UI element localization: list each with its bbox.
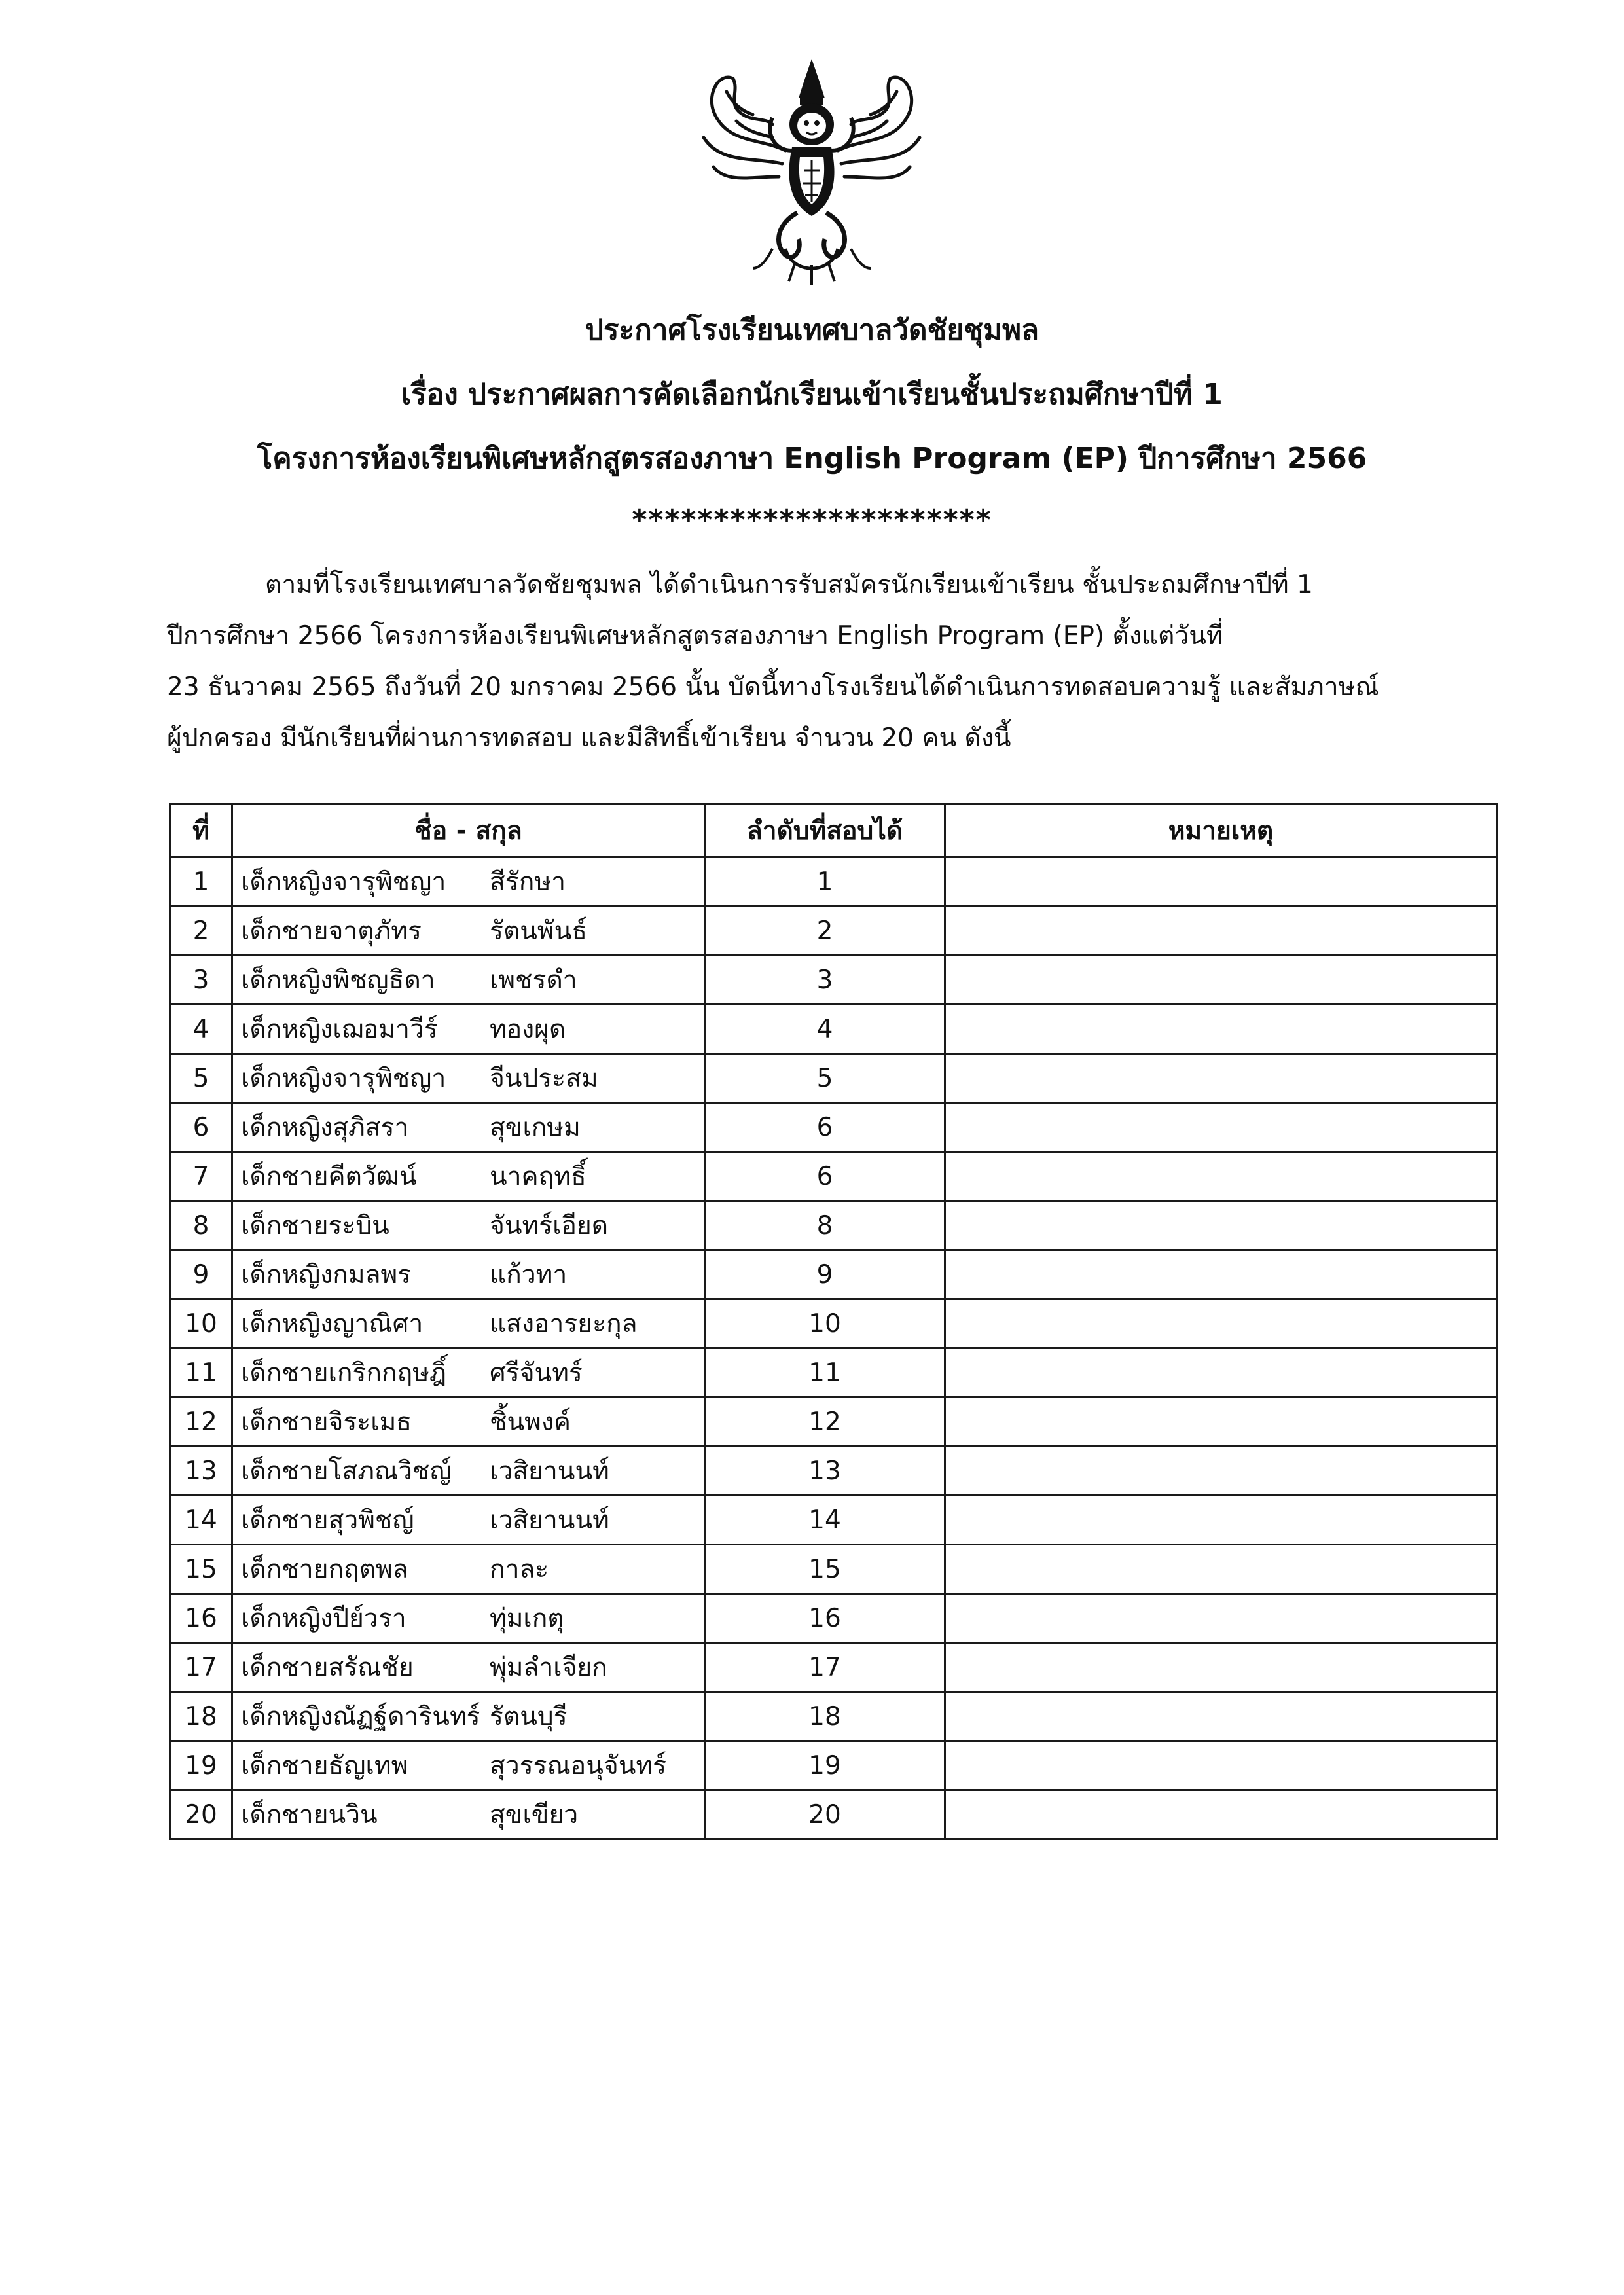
cell-note xyxy=(945,1299,1497,1348)
cell-no: 3 xyxy=(170,956,232,1005)
cell-first-name: เด็กชายสุวพิชญ์ xyxy=(241,1506,414,1535)
table-header-row xyxy=(170,804,1497,858)
body-line-1: ตามที่โรงเรียนเทศบาลวัดชัยชุมพล ได้ดำเนินการรับสมัครนักเรียนเข้าเรียน ชั้นประถมศึกษาปีที่ 1 xyxy=(265,570,1313,600)
cell-note xyxy=(945,1103,1497,1152)
cell-note xyxy=(945,1643,1497,1692)
table-row xyxy=(170,1054,1497,1103)
table-row xyxy=(170,1398,1497,1447)
cell-first-name: เด็กชายธัญเทพ xyxy=(241,1751,408,1780)
cell-name xyxy=(232,1790,705,1839)
table-row xyxy=(170,1447,1497,1496)
announcement-subject: เรื่อง ประกาศผลการคัดเลือกนักเรียนเข้าเรียนชั้นประถมศึกษาปีที่ 1 xyxy=(401,378,1223,411)
cell-note xyxy=(945,1152,1497,1201)
cell-note xyxy=(945,1594,1497,1643)
table-row xyxy=(170,1496,1497,1545)
cell-name xyxy=(232,1005,705,1054)
cell-name xyxy=(232,1643,705,1692)
cell-note xyxy=(945,1054,1497,1103)
cell-name xyxy=(232,1054,705,1103)
cell-no: 19 xyxy=(170,1741,232,1790)
cell-note xyxy=(945,956,1497,1005)
cell-first-name: เด็กหญิงพิชญธิดา xyxy=(241,966,435,995)
cell-no: 15 xyxy=(170,1545,232,1594)
cell-name xyxy=(232,1741,705,1790)
cell-last-name: รัตนบุรี xyxy=(490,1702,568,1731)
cell-last-name: ทองผุด xyxy=(490,1015,566,1044)
cell-rank: 15 xyxy=(705,1545,945,1594)
cell-last-name: ทุ่มเกตุ xyxy=(490,1604,564,1633)
announcement-title: ประกาศโรงเรียนเทศบาลวัดชัยชุมพล xyxy=(585,314,1039,347)
cell-last-name: เพชรดำ xyxy=(490,966,577,995)
cell-first-name: เด็กหญิงจารุพิชญา xyxy=(241,867,446,897)
cell-rank: 8 xyxy=(705,1201,945,1250)
table-row xyxy=(170,1299,1497,1348)
cell-no: 11 xyxy=(170,1348,232,1398)
cell-last-name: พุ่มลำเจียก xyxy=(490,1653,607,1682)
table-row xyxy=(170,907,1497,956)
cell-rank: 1 xyxy=(705,858,945,907)
cell-last-name: เวสิยานนท์ xyxy=(490,1456,609,1486)
cell-name xyxy=(232,1250,705,1299)
table-row xyxy=(170,1545,1497,1594)
cell-rank: 5 xyxy=(705,1054,945,1103)
cell-first-name: เด็กชายจาตุภัทร xyxy=(241,916,422,946)
cell-last-name: แสงอารยะกุล xyxy=(490,1309,638,1339)
table-row xyxy=(170,1005,1497,1054)
announcement-program: โครงการห้องเรียนพิเศษหลักสูตรสองภาษา English Program (EP) ปีการศึกษา 2566 xyxy=(257,442,1367,475)
cell-last-name: จีนประสม xyxy=(490,1064,598,1093)
cell-first-name: เด็กชายคีตวัฒน์ xyxy=(241,1162,417,1191)
cell-first-name: เด็กหญิงณัฏฐ์ดารินทร์ xyxy=(241,1702,480,1731)
table-row xyxy=(170,1152,1497,1201)
cell-name xyxy=(232,1299,705,1348)
cell-no: 16 xyxy=(170,1594,232,1643)
cell-no: 14 xyxy=(170,1496,232,1545)
table-row xyxy=(170,1201,1497,1250)
cell-note xyxy=(945,1741,1497,1790)
table-row xyxy=(170,1741,1497,1790)
cell-note xyxy=(945,1398,1497,1447)
cell-rank: 10 xyxy=(705,1299,945,1348)
table-row xyxy=(170,1348,1497,1398)
cell-last-name: เวสิยานนท์ xyxy=(490,1506,609,1535)
cell-name xyxy=(232,858,705,907)
cell-name xyxy=(232,1152,705,1201)
cell-no: 12 xyxy=(170,1398,232,1447)
separator-line: ********************** xyxy=(632,503,992,537)
cell-name xyxy=(232,1348,705,1398)
cell-no: 9 xyxy=(170,1250,232,1299)
cell-first-name: เด็กหญิงเฌอมาวีร์ xyxy=(241,1015,438,1044)
table-row xyxy=(170,858,1497,907)
body-line-3: 23 ธันวาคม 2565 ถึงวันที่ 20 มกราคม 2566 นั้น บัดนี้ทางโรงเรียนได้ดำเนินการทดสอบความรู้ และสัมภาษณ์ xyxy=(167,672,1379,702)
cell-first-name: เด็กชายจิระเมธ xyxy=(241,1407,412,1437)
cell-rank: 19 xyxy=(705,1741,945,1790)
cell-first-name: เด็กชายสรัณชัย xyxy=(241,1653,414,1682)
cell-rank: 17 xyxy=(705,1643,945,1692)
cell-name xyxy=(232,1201,705,1250)
cell-first-name: เด็กชายโสภณวิชญ์ xyxy=(241,1456,452,1486)
cell-name xyxy=(232,1496,705,1545)
cell-note xyxy=(945,907,1497,956)
cell-note xyxy=(945,1005,1497,1054)
cell-first-name: เด็กหญิงญาณิศา xyxy=(241,1309,424,1339)
cell-last-name: สีรักษา xyxy=(490,867,566,897)
cell-rank: 18 xyxy=(705,1692,945,1741)
cell-rank: 11 xyxy=(705,1348,945,1398)
cell-name xyxy=(232,1398,705,1447)
cell-last-name: ศรีจันทร์ xyxy=(490,1358,583,1388)
cell-last-name: ชิ้นพงค์ xyxy=(490,1407,571,1437)
cell-rank: 6 xyxy=(705,1152,945,1201)
cell-rank: 9 xyxy=(705,1250,945,1299)
cell-name xyxy=(232,1103,705,1152)
header-note: หมายเหตุ xyxy=(945,804,1497,858)
cell-name xyxy=(232,1447,705,1496)
cell-note xyxy=(945,1790,1497,1839)
cell-last-name: สุขเขียว xyxy=(490,1800,579,1830)
cell-rank: 16 xyxy=(705,1594,945,1643)
cell-rank: 14 xyxy=(705,1496,945,1545)
cell-first-name: เด็กหญิงสุภิสรา xyxy=(241,1113,409,1142)
table-row xyxy=(170,1103,1497,1152)
cell-first-name: เด็กหญิงกมลพร xyxy=(241,1260,412,1290)
cell-no: 8 xyxy=(170,1201,232,1250)
cell-note xyxy=(945,1692,1497,1741)
cell-no: 18 xyxy=(170,1692,232,1741)
cell-rank: 12 xyxy=(705,1398,945,1447)
cell-note xyxy=(945,1496,1497,1545)
cell-no: 17 xyxy=(170,1643,232,1692)
table-row xyxy=(170,1790,1497,1839)
cell-name xyxy=(232,907,705,956)
cell-note xyxy=(945,1348,1497,1398)
cell-rank: 6 xyxy=(705,1103,945,1152)
cell-no: 4 xyxy=(170,1005,232,1054)
table-row xyxy=(170,1643,1497,1692)
cell-name xyxy=(232,1545,705,1594)
cell-last-name: กาละ xyxy=(490,1555,549,1584)
cell-no: 1 xyxy=(170,858,232,907)
cell-first-name: เด็กหญิงจารุพิชญา xyxy=(241,1064,446,1093)
cell-note xyxy=(945,1545,1497,1594)
cell-rank: 13 xyxy=(705,1447,945,1496)
table-row xyxy=(170,1594,1497,1643)
table-row xyxy=(170,1692,1497,1741)
results-table xyxy=(169,803,1498,1840)
cell-note xyxy=(945,1447,1497,1496)
cell-rank: 2 xyxy=(705,907,945,956)
cell-no: 5 xyxy=(170,1054,232,1103)
header-name: ชื่อ - สกุล xyxy=(232,804,705,858)
cell-note xyxy=(945,1201,1497,1250)
table-row xyxy=(170,956,1497,1005)
cell-name xyxy=(232,1692,705,1741)
cell-last-name: แก้วทา xyxy=(490,1260,568,1290)
announcement-body xyxy=(167,560,1470,764)
cell-last-name: รัตนพันธ์ xyxy=(490,916,588,946)
cell-first-name: เด็กชายเกริกกฤษฎิ์ xyxy=(241,1358,447,1388)
header-no: ที่ xyxy=(170,804,232,858)
cell-rank: 20 xyxy=(705,1790,945,1839)
cell-last-name: สุวรรณอนุจันทร์ xyxy=(490,1751,667,1780)
cell-note xyxy=(945,1250,1497,1299)
cell-no: 20 xyxy=(170,1790,232,1839)
cell-first-name: เด็กชายระบิน xyxy=(241,1211,389,1240)
cell-last-name: สุขเกษม xyxy=(490,1113,581,1142)
cell-name xyxy=(232,956,705,1005)
table-row xyxy=(170,1250,1497,1299)
cell-last-name: จันทร์เอียด xyxy=(490,1211,609,1240)
cell-note xyxy=(945,858,1497,907)
cell-name xyxy=(232,1594,705,1643)
cell-no: 7 xyxy=(170,1152,232,1201)
table-body xyxy=(170,858,1497,1839)
cell-no: 10 xyxy=(170,1299,232,1348)
cell-no: 2 xyxy=(170,907,232,956)
cell-no: 6 xyxy=(170,1103,232,1152)
cell-first-name: เด็กหญิงปีย์วรา xyxy=(241,1604,406,1633)
header-rank: ลำดับที่สอบได้ xyxy=(705,804,945,858)
garuda-emblem-drawing xyxy=(687,52,936,288)
cell-rank: 3 xyxy=(705,956,945,1005)
cell-first-name: เด็กชายนวิน xyxy=(241,1800,378,1830)
body-line-2: ปีการศึกษา 2566 โครงการห้องเรียนพิเศษหลักสูตรสองภาษา English Program (EP) ตั้งแต่วันที่ xyxy=(167,621,1223,651)
cell-last-name: นาคฤทธิ์ xyxy=(490,1162,586,1191)
cell-rank: 4 xyxy=(705,1005,945,1054)
cell-first-name: เด็กชายกฤตพล xyxy=(241,1555,408,1584)
body-line-4: ผู้ปกครอง มีนักเรียนที่ผ่านการทดสอบ และมีสิทธิ์เข้าเรียน จำนวน 20 คน ดังนี้ xyxy=(167,723,1011,753)
cell-no: 13 xyxy=(170,1447,232,1496)
garuda-emblem-icon xyxy=(687,52,936,288)
